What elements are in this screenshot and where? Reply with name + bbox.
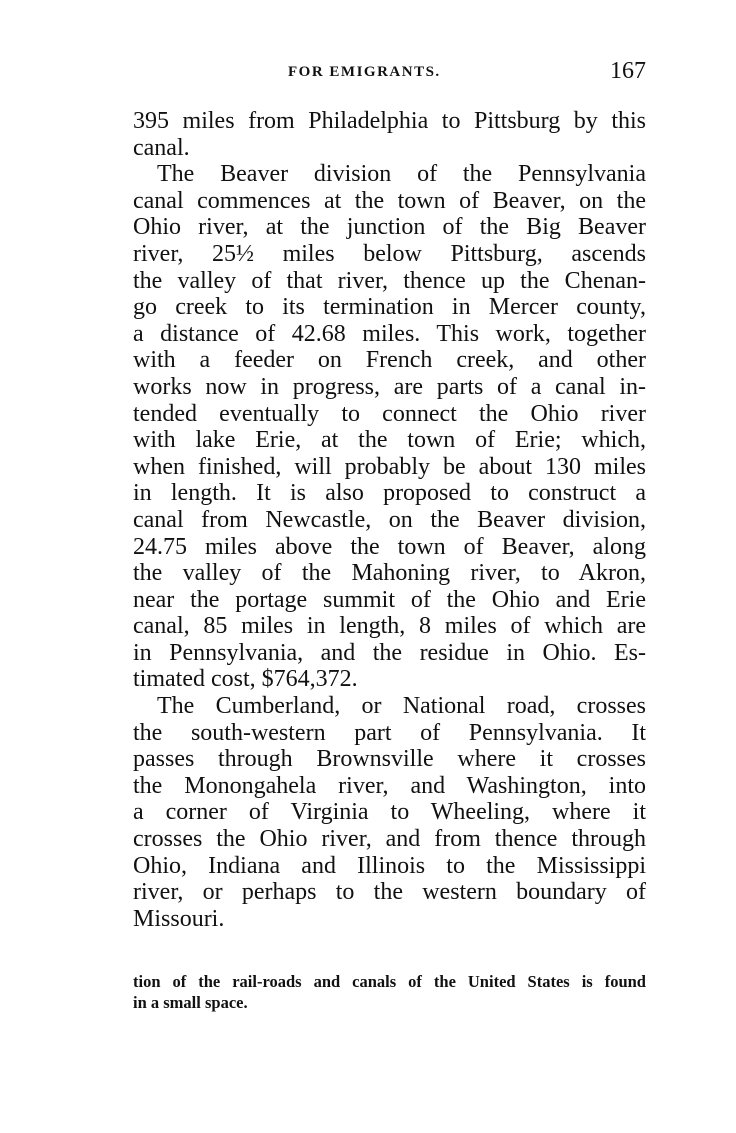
text-line: in length. It is also proposed to construct a: [133, 480, 646, 507]
text-line: canal, 85 miles in length, 8 miles of which are: [133, 613, 646, 640]
body-text: [133, 108, 646, 932]
text-line: river, or perhaps to the western boundary of: [133, 879, 646, 906]
text-line: Ohio river, at the junction of the Big Beaver: [133, 214, 646, 241]
text-line: passes through Brownsville where it crosses: [133, 746, 646, 773]
text-line: the Monongahela river, and Washington, into: [133, 772, 646, 799]
text-line: tended eventually to connect the Ohio river: [133, 400, 646, 427]
text-line: The Cumberland, or National road, crosses: [157, 693, 646, 720]
text-line: the south-western part of Pennsylvania. It: [133, 719, 646, 746]
footnote: [133, 971, 646, 1013]
text-line: near the portage summit of the Ohio and Erie: [133, 586, 646, 613]
text-line: The Beaver division of the Pennsylvania: [157, 161, 646, 188]
text-line: in Pennsylvania, and the residue in Ohio. Es-: [133, 639, 646, 666]
text-line: works now in progress, are parts of a canal in-: [133, 373, 646, 400]
text-line: river, 25½ miles below Pittsburg, ascends: [133, 240, 646, 267]
text-line: crosses the Ohio river, and from thence through: [133, 826, 646, 853]
text-line: with a feeder on French creek, and other: [133, 347, 646, 374]
text-line: Ohio, Indiana and Illinois to the Mississippi: [133, 852, 646, 879]
text-line: canal.: [133, 134, 190, 161]
page-number: 167: [610, 58, 646, 84]
footnote-line: in a small space.: [133, 993, 248, 1012]
text-line: Missouri.: [133, 905, 225, 932]
text-line: canal from Newcastle, on the Beaver division,: [133, 506, 646, 533]
page-header: [133, 58, 646, 88]
text-line: the valley of that river, thence up the Chenan-: [133, 267, 646, 294]
text-line: 24.75 miles above the town of Beaver, along: [133, 533, 646, 560]
text-line: timated cost, $764,372.: [133, 666, 358, 693]
text-line: with lake Erie, at the town of Erie; which,: [133, 427, 646, 454]
text-line: when finished, will probably be about 130 miles: [133, 453, 646, 480]
running-title: FOR EMIGRANTS.: [288, 64, 441, 80]
text-line: canal commences at the town of Beaver, on the: [133, 187, 646, 214]
text-line: 395 miles from Philadelphia to Pittsburg by this: [133, 108, 646, 134]
text-line: a corner of Virginia to Wheeling, where it: [133, 799, 646, 826]
footnote-line: tion of the rail-roads and canals of the United States is found: [133, 972, 646, 991]
text-line: a distance of 42.68 miles. This work, together: [133, 320, 646, 347]
text-line: go creek to its termination in Mercer county,: [133, 294, 646, 321]
text-line: the valley of the Mahoning river, to Akron,: [133, 560, 646, 587]
